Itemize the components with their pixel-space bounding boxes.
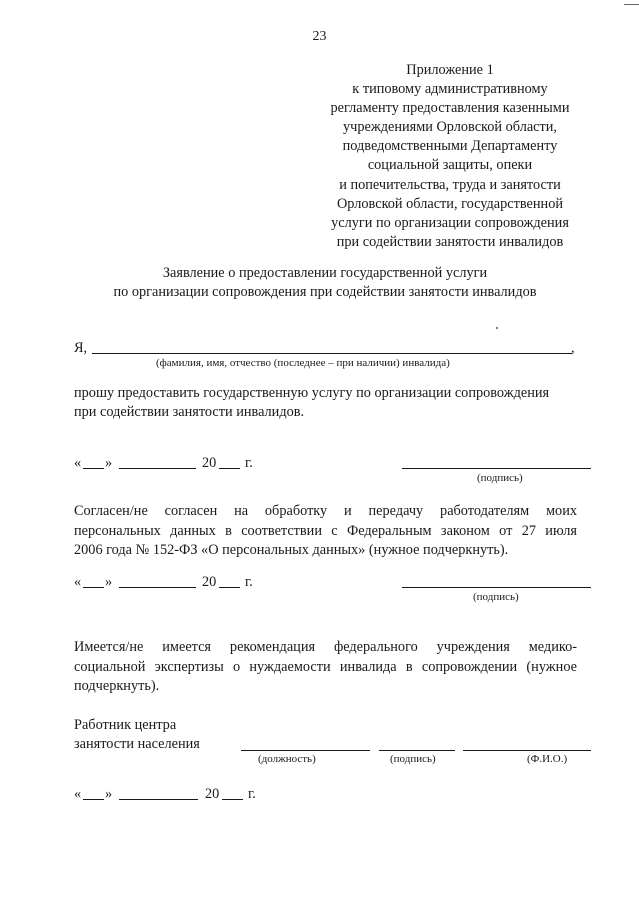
position-caption: (должность) — [258, 753, 316, 765]
date-year-prefix: 20 — [202, 574, 217, 590]
appendix-line: Приложение 1 — [406, 62, 494, 78]
appendix-line: к типовому административному — [352, 81, 548, 98]
date-open-quote: « — [74, 574, 82, 590]
date-month-field[interactable] — [119, 468, 196, 469]
appendix-line: услуги по организации сопровождения — [331, 214, 569, 231]
title-line-2: по организации сопровождения при содействии занятости инвалидов — [113, 284, 537, 300]
applicant-prefix: Я, — [74, 340, 88, 356]
signature-field[interactable] — [402, 468, 591, 469]
date-year-suffix: г. — [248, 786, 256, 802]
date-open-quote: « — [74, 786, 82, 802]
request-line-2: при содействии занятости инвалидов. — [74, 404, 305, 420]
page-number: 23 — [312, 29, 327, 44]
appendix-line: при содействии занятости инвалидов — [336, 233, 564, 250]
applicant-name-field[interactable] — [92, 353, 572, 354]
appendix-line: и попечительства, труда и занятости — [339, 176, 561, 193]
appendix-line: социальной защиты, опеки — [367, 157, 533, 174]
employee-label-line-2: занятости населения — [74, 736, 200, 752]
date-month-field[interactable] — [119, 799, 198, 800]
applicant-caption: (фамилия, имя, отчество (последнее – при наличии) инвалида) — [156, 357, 450, 369]
appendix-line: Орловской области, государственной — [336, 195, 563, 212]
signature-caption: (подпись) — [473, 591, 519, 603]
signature-caption: (подпись) — [477, 472, 523, 484]
date-year-prefix: 20 — [202, 455, 217, 471]
recommendation-line-2: социальной экспертизы о нуждаемости инвалида в сопровождении (нужное — [74, 658, 577, 675]
date-close-quote: » — [105, 455, 113, 471]
date-close-quote: » — [105, 574, 113, 590]
appendix-line: учреждениями Орловской области, — [342, 119, 558, 136]
recommendation-line-1: Имеется/не имеется рекомендация федерального учреждения медико- — [74, 639, 577, 655]
date-year-field[interactable] — [219, 468, 240, 469]
date-year-prefix: 20 — [205, 786, 220, 802]
consent-line-3: 2006 года № 152-ФЗ «О персональных данных» (нужное подчеркнуть). — [74, 542, 509, 558]
date-open-quote: « — [74, 455, 82, 471]
appendix-line: регламенту предоставления казенными — [330, 100, 570, 117]
consent-paragraph — [74, 502, 577, 561]
employee-signature-field[interactable] — [379, 750, 455, 751]
title-line-1: Заявление о предоставлении государственной услуги — [162, 265, 488, 281]
date-month-field[interactable] — [119, 587, 196, 588]
request-line-1: прошу предоставить государственную услугу по организации сопровождения — [74, 385, 550, 401]
date-year-field[interactable] — [219, 587, 240, 588]
employee-signature-caption: (подпись) — [390, 753, 436, 765]
consent-line-1: Согласен/не согласен на обработку и передачу работодателям моих — [74, 503, 577, 519]
position-field[interactable] — [241, 750, 370, 751]
scan-edge-mark — [624, 4, 639, 5]
recommendation-line-3: подчеркнуть). — [74, 678, 160, 694]
scan-speck — [496, 327, 498, 329]
date-year-field[interactable] — [222, 799, 243, 800]
applicant-suffix: , — [571, 340, 575, 356]
date-day-field[interactable] — [83, 587, 104, 588]
employee-label-line-1: Работник центра — [74, 717, 177, 733]
date-year-suffix: г. — [245, 455, 253, 471]
date-day-field[interactable] — [83, 799, 104, 800]
date-day-field[interactable] — [83, 468, 104, 469]
document-title — [0, 264, 639, 302]
appendix-header — [300, 61, 600, 252]
consent-line-2: персональных данных в соответствии с Федеральным законом от 27 июля — [74, 522, 577, 539]
appendix-line: подведомственными Департаменту — [342, 138, 558, 155]
date-close-quote: » — [105, 786, 113, 802]
employee-name-field[interactable] — [463, 750, 591, 751]
employee-name-caption: (Ф.И.О.) — [527, 753, 568, 765]
recommendation-paragraph — [74, 638, 577, 697]
date-year-suffix: г. — [245, 574, 253, 590]
signature-field[interactable] — [402, 587, 591, 588]
